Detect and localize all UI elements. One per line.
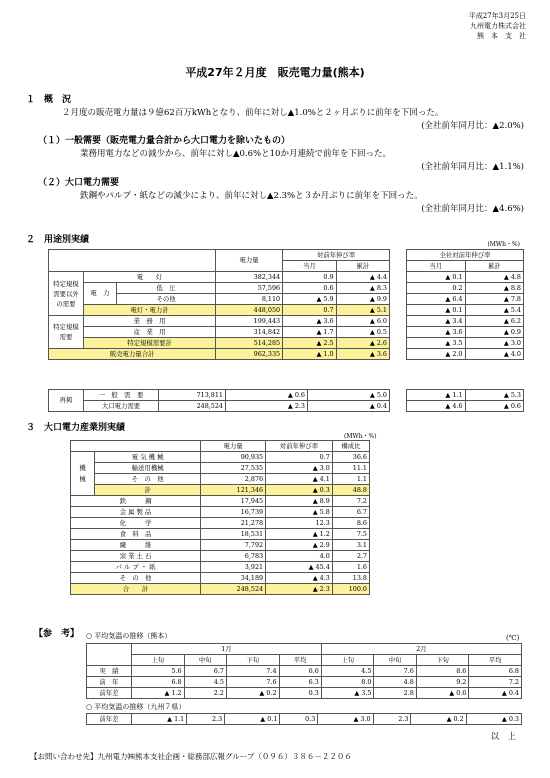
closing-text: 以 上 (490, 732, 516, 742)
temp-kumamoto-table (86, 643, 522, 699)
cell: ▲ 0.4 (469, 688, 522, 699)
cell: 21,278 (201, 518, 266, 529)
cell: 100.0 (332, 584, 369, 595)
cell: ▲ 1.2 (132, 688, 185, 699)
report-date: 平成27年3月25日 (468, 12, 526, 20)
industry-table (70, 440, 370, 595)
usage-h-cum: 累計 (336, 261, 389, 272)
row-label: 前 年 (87, 677, 132, 688)
row-label: 特定規模需要計 (84, 338, 216, 349)
cell: 12.3 (266, 518, 333, 529)
cell: 16,739 (201, 507, 266, 518)
cell: 0.7 (266, 452, 333, 463)
cell: ▲ 5.0 (308, 390, 390, 401)
regroup-label: 再掲 (49, 390, 84, 412)
cell: ▲ 4.1 (266, 474, 333, 485)
section1-text: 業務用電力などの減少から、前年に対し▲0.6%と10か月連続で前年を下回った。 (80, 149, 391, 159)
cell: 6.6 (279, 666, 321, 677)
row-label: 低 圧 (117, 283, 216, 294)
usage-h-power: 電力量 (216, 250, 283, 272)
cell: 2.8 (374, 688, 416, 699)
row-label: パ ル プ ・ 紙 (71, 562, 201, 573)
cell: 2.7 (332, 551, 369, 562)
table-row (49, 349, 390, 360)
cell: ▲ 3.0 (266, 463, 333, 474)
col-h: 上旬 (132, 655, 185, 666)
cell: ▲ 5.9 (283, 294, 336, 305)
month-feb: 2月 (321, 644, 521, 655)
cell: ▲ 2.3 (266, 584, 333, 595)
section2-heading: （２）大口電力需要 (38, 178, 120, 188)
table-row (71, 584, 370, 595)
group-label: 特定規模需要以外の需要 (49, 272, 84, 316)
usage-unit: (MWh・%) (487, 241, 520, 248)
table-row (71, 452, 370, 463)
cell: 314,842 (216, 327, 283, 338)
group-label: 機 械 (71, 452, 95, 496)
row-label: 業 務 用 (84, 316, 216, 327)
cell: ▲ 0.6 (465, 401, 524, 412)
table-row (49, 338, 390, 349)
cell: ▲ 1.1 (132, 714, 187, 725)
cell: 382,344 (216, 272, 283, 283)
cell: ▲ 7.8 (465, 294, 524, 305)
row-label: 電 気 機 械 (95, 452, 201, 463)
col-h: 下旬 (416, 655, 469, 666)
temp-kumamoto-title: ○ 平均気温の推移（熊本） (86, 632, 172, 640)
cell: 6.7 (332, 507, 369, 518)
table-row (71, 463, 370, 474)
cell: 6.8 (469, 666, 522, 677)
cell: 17,945 (201, 496, 266, 507)
company-h-cum: 累計 (465, 261, 524, 272)
cell: 0.3 (280, 714, 318, 725)
cell: 7.2 (332, 496, 369, 507)
cell: ▲ 0.2 (226, 688, 279, 699)
cell: 8.6 (416, 666, 469, 677)
table-row (87, 714, 522, 725)
branch-name: 熊 本 支 社 (477, 32, 526, 40)
cell: 713,811 (159, 390, 226, 401)
cell: ▲ 45.4 (266, 562, 333, 573)
table-row (49, 272, 390, 283)
col-h: 中旬 (374, 655, 416, 666)
cell: 6,783 (201, 551, 266, 562)
cell: ▲ 0.1 (407, 305, 466, 316)
usage-h-yoy: 対前年伸び率 (283, 250, 390, 261)
cell: 48.8 (332, 485, 369, 496)
cell: ▲ 5.1 (336, 305, 389, 316)
table-row (49, 283, 390, 294)
row-label: 金 属 製 品 (71, 507, 201, 518)
cell: ▲ 1.2 (266, 529, 333, 540)
industry-h-power: 電力量 (201, 441, 266, 452)
row-label: 計 (95, 485, 201, 496)
cell: 0.7 (283, 305, 336, 316)
cell: ▲ 5.8 (266, 507, 333, 518)
cell: 8.0 (321, 677, 374, 688)
cell: 4.5 (184, 677, 226, 688)
table-row (71, 474, 370, 485)
cell: 0.2 (407, 283, 466, 294)
row-label: 産 業 用 (84, 327, 216, 338)
temp-kyushu-title: ○ 平均気温の推移（九州７県） (86, 703, 186, 711)
section2-note: (全社前年同月比：▲4.6%) (421, 204, 524, 214)
usage-h-month: 当月 (283, 261, 336, 272)
cell: 8.6 (332, 518, 369, 529)
row-label: 前年差 (87, 714, 132, 725)
cell: 248,524 (159, 401, 226, 412)
cell: 6.3 (279, 677, 321, 688)
cell: ▲ 3.6 (407, 327, 466, 338)
row-label: その他 (117, 294, 216, 305)
cell: 0.3 (279, 688, 321, 699)
table-row (49, 316, 390, 327)
table-row (49, 401, 390, 412)
usage-heading: ２ 用途別実績 (26, 235, 90, 245)
row-label: 実 績 (87, 666, 132, 677)
cell: 1.1 (332, 474, 369, 485)
row-label: 販売電力量合計 (49, 349, 216, 360)
table-row (49, 390, 390, 401)
cell: ▲ 6.0 (336, 316, 389, 327)
cell: ▲ 3.4 (407, 316, 466, 327)
section2-text: 鉄鋼やパルプ・紙などの減少により、前年に対し▲2.3%と３か月ぶりに前年を下回った。 (80, 191, 423, 201)
company-h: 全社対前年伸び率 (407, 250, 524, 261)
cell: 7.6 (226, 677, 279, 688)
industry-heading: ３ 大口電力産業別実績 (26, 423, 126, 433)
row-label: 食 料 品 (71, 529, 201, 540)
cell: 2,876 (201, 474, 266, 485)
cell: ▲ 2.5 (283, 338, 336, 349)
industry-unit: (MWh・%) (344, 433, 377, 440)
company-table (406, 249, 524, 360)
cell: 18,531 (201, 529, 266, 540)
table-row (87, 677, 522, 688)
temp-unit: (℃) (506, 634, 520, 642)
cell: ▲ 1.0 (283, 349, 336, 360)
cell: 9.2 (416, 677, 469, 688)
cell: ▲ 4.0 (465, 349, 524, 360)
table-row (71, 540, 370, 551)
cell: ▲ 3.5 (407, 338, 466, 349)
overview-note: (全社前年同月比：▲2.0%) (421, 121, 524, 131)
cell: ▲ 1.7 (283, 327, 336, 338)
cell: 57,596 (216, 283, 283, 294)
cell: 6.7 (184, 666, 226, 677)
col-h: 下旬 (226, 655, 279, 666)
row-label: 合 計 (71, 584, 201, 595)
row-label: 化 学 (71, 518, 201, 529)
cell: ▲ 5.4 (465, 305, 524, 316)
cell: 0.6 (283, 283, 336, 294)
power-label: 電 力 (84, 283, 117, 305)
cell: 7.6 (374, 666, 416, 677)
cell: 248,524 (201, 584, 266, 595)
cell: 2.3 (187, 714, 225, 725)
row-label: 窯 業 土 石 (71, 551, 201, 562)
cell: ▲ 9.9 (336, 294, 389, 305)
cell: 3,921 (201, 562, 266, 573)
cell: 2.3 (373, 714, 411, 725)
cell: 90,935 (201, 452, 266, 463)
row-label: 輸送用機械 (95, 463, 201, 474)
table-row (87, 666, 522, 677)
col-h: 中旬 (184, 655, 226, 666)
cell: 13.8 (332, 573, 369, 584)
row-label: 一 般 需 要 (84, 390, 159, 401)
cell: 514,285 (216, 338, 283, 349)
cell: ▲ 8.9 (266, 496, 333, 507)
cell: 4.5 (321, 666, 374, 677)
cell: 199,443 (216, 316, 283, 327)
cell: 36.6 (332, 452, 369, 463)
cell: 0.9 (283, 272, 336, 283)
cell: 5.6 (132, 666, 185, 677)
table-row (71, 529, 370, 540)
cell: 7.4 (226, 666, 279, 677)
cell: ▲ 6.4 (407, 294, 466, 305)
month-jan: 1月 (132, 644, 322, 655)
section1-heading: （１）一般需要（販売電力量合計から大口電力を除いたもの） (38, 136, 291, 146)
col-h: 上旬 (321, 655, 374, 666)
cell: 34,189 (201, 573, 266, 584)
section1-note: (全社前年同月比：▲1.1%) (421, 162, 524, 172)
col-h: 平均 (469, 655, 522, 666)
page-title: 平成27年２月度 販売電力量(熊本) (185, 66, 365, 79)
cell: 8,110 (216, 294, 283, 305)
cell: ▲ 8.3 (336, 283, 389, 294)
group-label: 特定規模需要 (49, 316, 84, 349)
table-row (71, 551, 370, 562)
row-label: そ の 他 (71, 573, 201, 584)
cell: ▲ 0.6 (226, 390, 308, 401)
row-label: そ の 他 (95, 474, 201, 485)
row-label: 繊 維 (71, 540, 201, 551)
row-label: 電灯・電力計 (84, 305, 216, 316)
cell: ▲ 0.5 (336, 327, 389, 338)
table-row (87, 688, 522, 699)
company-h-month: 当月 (407, 261, 466, 272)
overview-heading: １ 概 況 (26, 95, 72, 105)
contact-info: 【お問い合わせ先】九州電力㈱熊本支社企画・総務部広報グループ（０９６）３８６－２２０６ (30, 752, 352, 761)
cell: ▲ 6.2 (465, 316, 524, 327)
cell: ▲ 3.0 (318, 714, 373, 725)
cell: ▲ 4.8 (465, 272, 524, 283)
cell: 7.2 (469, 677, 522, 688)
cell: 121,346 (201, 485, 266, 496)
table-row (71, 507, 370, 518)
cell: ▲ 2.0 (407, 349, 466, 360)
cell: 448,050 (216, 305, 283, 316)
col-h: 平均 (279, 655, 321, 666)
row-label: 前年差 (87, 688, 132, 699)
cell: ▲ 0.1 (225, 714, 280, 725)
usage-re-table (48, 389, 390, 412)
company-name: 九州電力株式会社 (470, 22, 526, 30)
reference-heading: 【参 考】 (34, 629, 80, 639)
row-label: 電 灯 (84, 272, 216, 283)
table-row (71, 573, 370, 584)
cell: ▲ 4.6 (407, 401, 466, 412)
usage-table (48, 249, 390, 360)
cell: ▲ 2.9 (266, 540, 333, 551)
cell: ▲ 4.3 (266, 573, 333, 584)
cell: 7.5 (332, 529, 369, 540)
cell: ▲ 5.3 (465, 390, 524, 401)
cell: 4.0 (266, 551, 333, 562)
company-re-table (406, 389, 524, 412)
cell: ▲ 3.6 (283, 316, 336, 327)
cell: ▲ 0.3 (466, 714, 521, 725)
cell: ▲ 3.5 (321, 688, 374, 699)
cell: ▲ 0.2 (411, 714, 466, 725)
cell: ▲ 0.9 (465, 327, 524, 338)
cell: 2.2 (184, 688, 226, 699)
industry-h-ratio: 構成比 (332, 441, 369, 452)
row-label: 鉄 鋼 (71, 496, 201, 507)
cell: ▲ 1.1 (407, 390, 466, 401)
cell: 3.1 (332, 540, 369, 551)
cell: 962,335 (216, 349, 283, 360)
cell: 11.1 (332, 463, 369, 474)
temp-kyushu-table (86, 713, 522, 725)
cell: ▲ 3.6 (336, 349, 389, 360)
cell: 1.6 (332, 562, 369, 573)
cell: ▲ 2.6 (336, 338, 389, 349)
table-row (49, 327, 390, 338)
table-row (71, 518, 370, 529)
overview-text: ２月度の販売電力量は９億62百万kWhとなり、前年に対し▲1.0%と２ヶ月ぶりに前年を下回った。 (62, 108, 444, 118)
cell: 27,535 (201, 463, 266, 474)
cell: ▲ 3.0 (465, 338, 524, 349)
table-row (71, 562, 370, 573)
cell: ▲ 0.1 (407, 272, 466, 283)
table-row (71, 496, 370, 507)
cell: ▲ 0.6 (416, 688, 469, 699)
cell: 4.8 (374, 677, 416, 688)
industry-h-yoy: 対前年伸び率 (266, 441, 333, 452)
table-row (71, 485, 370, 496)
cell: ▲ 4.4 (336, 272, 389, 283)
cell: ▲ 0.4 (308, 401, 390, 412)
cell: ▲ 8.8 (465, 283, 524, 294)
cell: 6.8 (132, 677, 185, 688)
row-label: 大口電力需要 (84, 401, 159, 412)
cell: ▲ 0.3 (266, 485, 333, 496)
cell: 7,792 (201, 540, 266, 551)
cell: ▲ 2.3 (226, 401, 308, 412)
table-row (49, 305, 390, 316)
